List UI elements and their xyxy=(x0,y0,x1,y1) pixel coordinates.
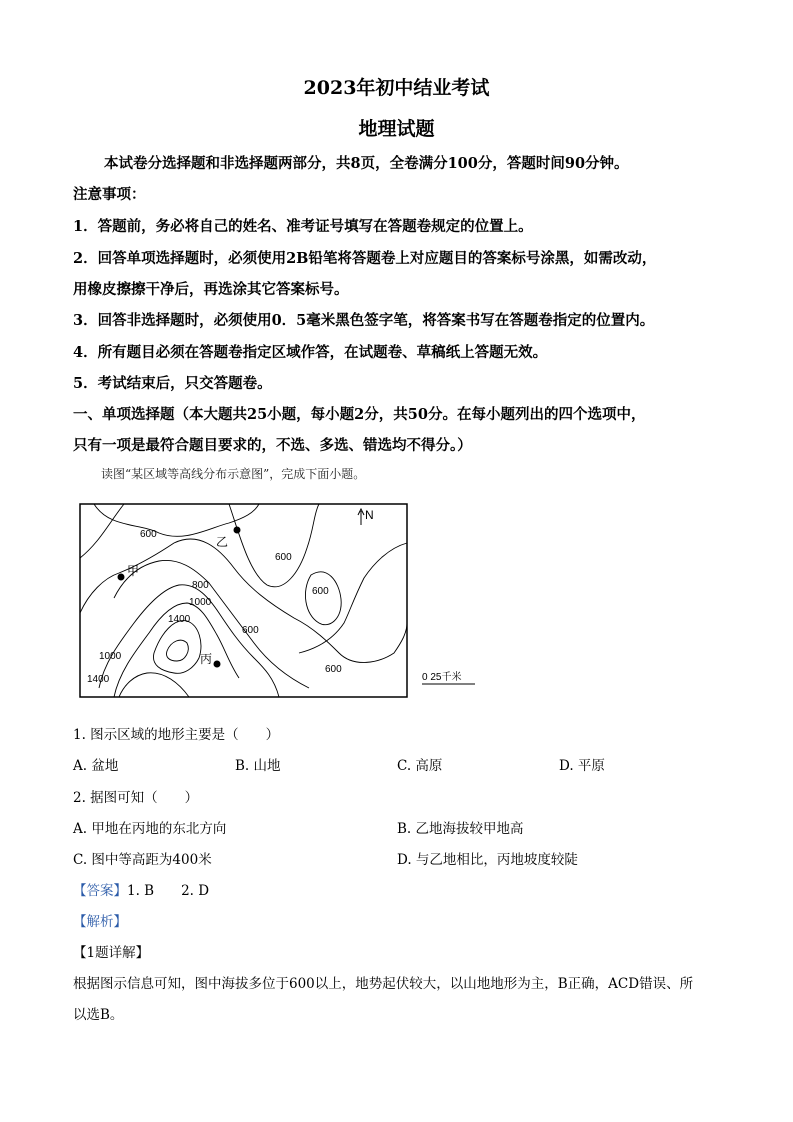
point-jia-label: 甲 xyxy=(127,564,140,578)
contour-line-600-east xyxy=(299,543,407,653)
contour-label-1400-b: 1400 xyxy=(87,674,110,685)
contour-line-800 xyxy=(114,560,309,688)
contour-line-1400-south xyxy=(119,673,189,697)
answer-line xyxy=(73,879,209,899)
question-1-option-a: A. 盆地 xyxy=(73,758,119,774)
notice-item-3: 3．回答非选择题时，必须使用0．5毫米黑色签字笔，将答案书写在答题卷指定的位置内。 xyxy=(73,312,655,329)
point-bing-marker xyxy=(214,661,221,668)
question-2-option-c: C. 图中等高距为400米 xyxy=(73,852,212,868)
contour-label-600-c: 600 xyxy=(312,586,329,597)
contour-label-1000-b: 1000 xyxy=(99,651,122,662)
question-1-option-b: B. 山地 xyxy=(235,758,281,774)
contour-line-hill-600 xyxy=(305,572,341,625)
notice-item-2-cont: 用橡皮擦擦干净后，再选涂其它答案标号。 xyxy=(73,281,349,298)
contour-label-600-b: 600 xyxy=(275,552,292,563)
detail-line-2: 以选B。 xyxy=(73,1007,124,1023)
section-heading-line1: 一、单项选择题（本大题共25小题，每小题2分，共50分。在每小题列出的四个选项中， xyxy=(73,406,646,423)
north-label: N xyxy=(365,508,374,522)
notice-item-5: 5．考试结束后，只交答题卷。 xyxy=(73,375,272,392)
contour-label-600-e: 600 xyxy=(325,664,342,675)
detail-heading: 【1题详解】 xyxy=(73,945,150,961)
point-bing-label: 丙 xyxy=(200,652,213,666)
analysis-tag: 【解析】 xyxy=(73,914,127,930)
section-heading-line2: 只有一项是最符合题目要求的，不选、多选、错选均不得分。） xyxy=(73,437,472,454)
contour-line-600-west xyxy=(80,504,124,558)
notice-item-1: 1．答题前，务必将自己的姓名、准考证号填写在答题卷规定的位置上。 xyxy=(73,218,533,235)
contour-label-1000-a: 1000 xyxy=(189,597,212,608)
answer-tag: 【答案】 xyxy=(73,883,127,899)
detail-line-1: 根据图示信息可知，图中海拔多位于600以上，地势起伏较大，以山地地形为主，B正确，ACD错误、所 xyxy=(73,976,694,992)
question-1-option-c: C. 高原 xyxy=(397,758,443,774)
page-subtitle: 地理试题 xyxy=(358,118,435,140)
point-jia-marker xyxy=(118,574,125,581)
point-yi-marker xyxy=(234,527,241,534)
point-yi-label: 乙 xyxy=(216,535,229,549)
question-2-option-d: D. 与乙地相比，丙地坡度较陡 xyxy=(397,852,578,868)
contour-line-600-outer xyxy=(80,539,407,662)
question-1-option-d: D. 平原 xyxy=(559,758,605,774)
map-instruction: 读图“某区域等高线分布示意图”，完成下面小题。 xyxy=(101,467,366,481)
contour-label-600-a: 600 xyxy=(140,529,157,540)
question-2-stem: 2. 据图可知（ ） xyxy=(73,790,199,806)
contour-label-600-d: 600 xyxy=(242,625,259,636)
question-2-option-b: B. 乙地海拔较甲地高 xyxy=(397,821,524,837)
notice-item-4: 4．所有题目必须在答题卷指定区域作答，在试题卷、草稿纸上答题无效。 xyxy=(73,344,548,361)
notice-heading: 注意事项： xyxy=(73,186,146,203)
scale-label: 0 25千米 xyxy=(422,672,462,683)
contour-label-1400-a: 1400 xyxy=(168,614,191,625)
notice-item-2: 2．回答单项选择题时，必须使用2B铅笔将答题卷上对应题目的答案标号涂黑，如需改动， xyxy=(73,250,657,267)
contour-map xyxy=(79,503,499,701)
question-2-option-a: A. 甲地在丙地的东北方向 xyxy=(73,821,227,837)
contour-line-valley-600 xyxy=(229,504,319,587)
contour-line-inner xyxy=(166,640,188,661)
map-frame xyxy=(80,504,407,697)
page-title: 2023年初中结业考试 xyxy=(303,77,490,99)
contour-label-800: 800 xyxy=(192,580,209,591)
contour-line-1400-north xyxy=(153,621,200,674)
question-1-stem: 1. 图示区域的地形主要是（ ） xyxy=(73,727,280,743)
intro-text: 本试卷分选择题和非选择题两部分，共8页，全卷满分100分，答题时间90分钟。 xyxy=(104,155,629,172)
answer-text: 1. B 2. D xyxy=(127,883,210,899)
